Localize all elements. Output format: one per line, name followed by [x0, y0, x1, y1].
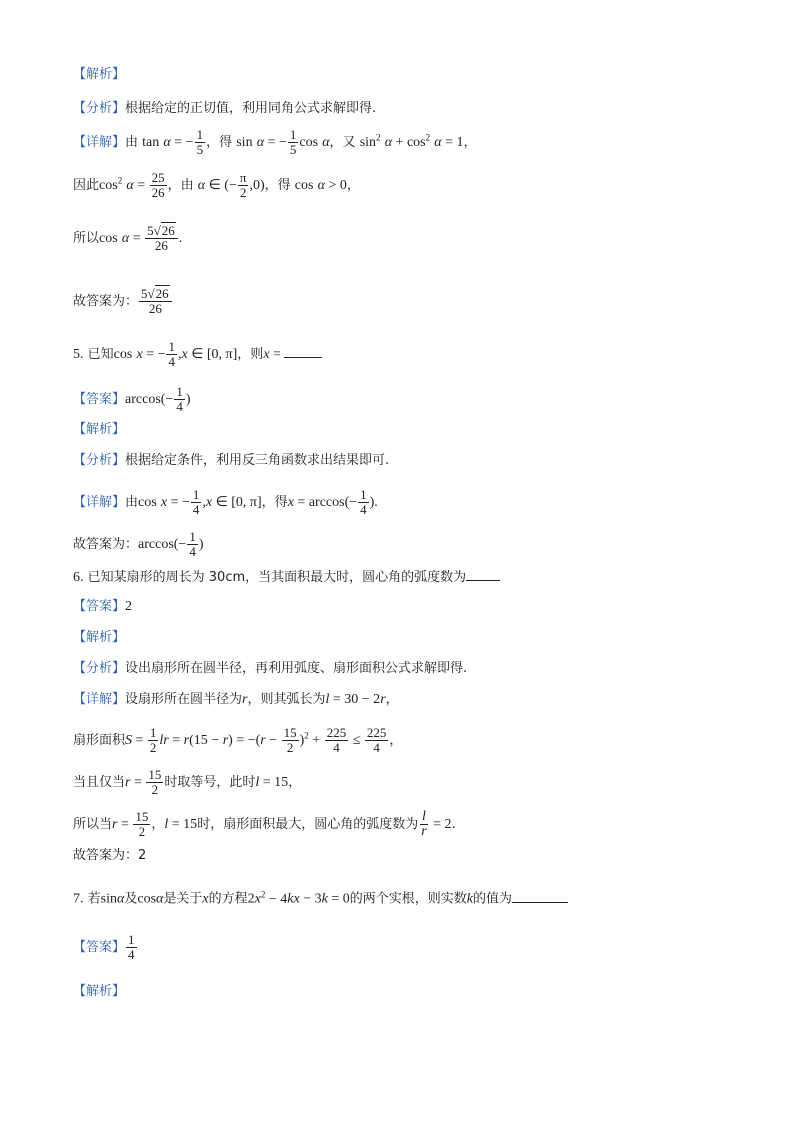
q6-answer-line: 故答案为：2	[73, 848, 147, 863]
q7-question: 7. 若sinα及cosα是关于x的方程$2x^2 - 4kx - 3k = 0$的两个实根，则实数k的值为	[73, 885, 568, 909]
q6-xiangjie-line3: 当且仅当r = $\frac{15}{2}$ 时取等号，此时l = 15，	[73, 767, 302, 797]
q6-fenxi-line: 【分析】设出扇形所在圆半径，再利用弧度、扇形面积公式求解即得.	[73, 661, 468, 676]
q5-question: 5. 已知cos x = − $\frac{1}{4}$ ,x ∈ [0, π]，则x =	[73, 340, 322, 369]
q6-xiangjie-line1: 【详解】设扇形所在圆半径为r，则其弧长为l = 30 − 2r，	[73, 692, 399, 707]
q4-jiexi-label: 【解析】	[73, 67, 126, 82]
q7-jiexi-label: 【解析】	[73, 984, 126, 999]
q6-question: 6. 已知某扇形的周长为 30cm，当其面积最大时，圆心角的弧度数为	[73, 566, 500, 587]
q6-xiangjie-line2: 扇形面积S = $\frac{1}{2}$ lr = r(15 − r) = −(r − $\frac{15}{2}$ )$^2$ + $\frac{225}{4}$ ≤ $\frac{225}{4}$ ，	[73, 725, 403, 755]
q5-jiexi-label: 【解析】	[73, 422, 126, 437]
q6-jiexi-label: 【解析】	[73, 630, 126, 645]
q4-answer-line: 故答案为： $\frac{5√26}{26}$	[73, 287, 173, 316]
q4-line2: 因此$\cos^2 \alpha$ = $\frac{25}{26}$ ，由 α ∈ (− $\frac{\pi}{2}$ ,0)，得 cos α > 0，	[73, 170, 360, 200]
q6-answer: 【答案】2	[73, 599, 133, 614]
q5-xiangjie-line: 【详解】由cos x = − $\frac{1}{4}$ ,x ∈ [0, π]，得x = arccos(− $\frac{1}{4}$ ).	[73, 487, 378, 517]
q4-fenxi-line: 【分析】根据给定的正切值，利用同角公式求解即得.	[73, 101, 377, 116]
q4-xiangjie-line: 【详解】由 tan α = − $\frac{1}{5}$ ，得 sin α = − $\frac{1}{5}$ cos α，又 $\sin^2 \alpha + \cos^2 \alpha = 1$，	[73, 127, 477, 157]
q5-fenxi-line: 【分析】根据给定条件，利用反三角函数求出结果即可.	[73, 453, 390, 468]
q5-answer-line: 故答案为：arccos(− $\frac{1}{4}$ )	[73, 529, 204, 559]
q4-line3: 所以cos α = $\frac{5√26}{26}$ .	[73, 223, 183, 253]
q7-answer: 【答案】 $\frac{1}{4}$	[73, 932, 135, 962]
q5-answer: 【答案】arccos(− $\frac{1}{4}$ )	[73, 384, 191, 414]
q6-xiangjie-line4: 所以当r = $\frac{15}{2}$ ，l = 15时，扇形面积最大，圆心角的弧度数为 $\frac{l}{r}$ = 2.	[73, 809, 456, 839]
